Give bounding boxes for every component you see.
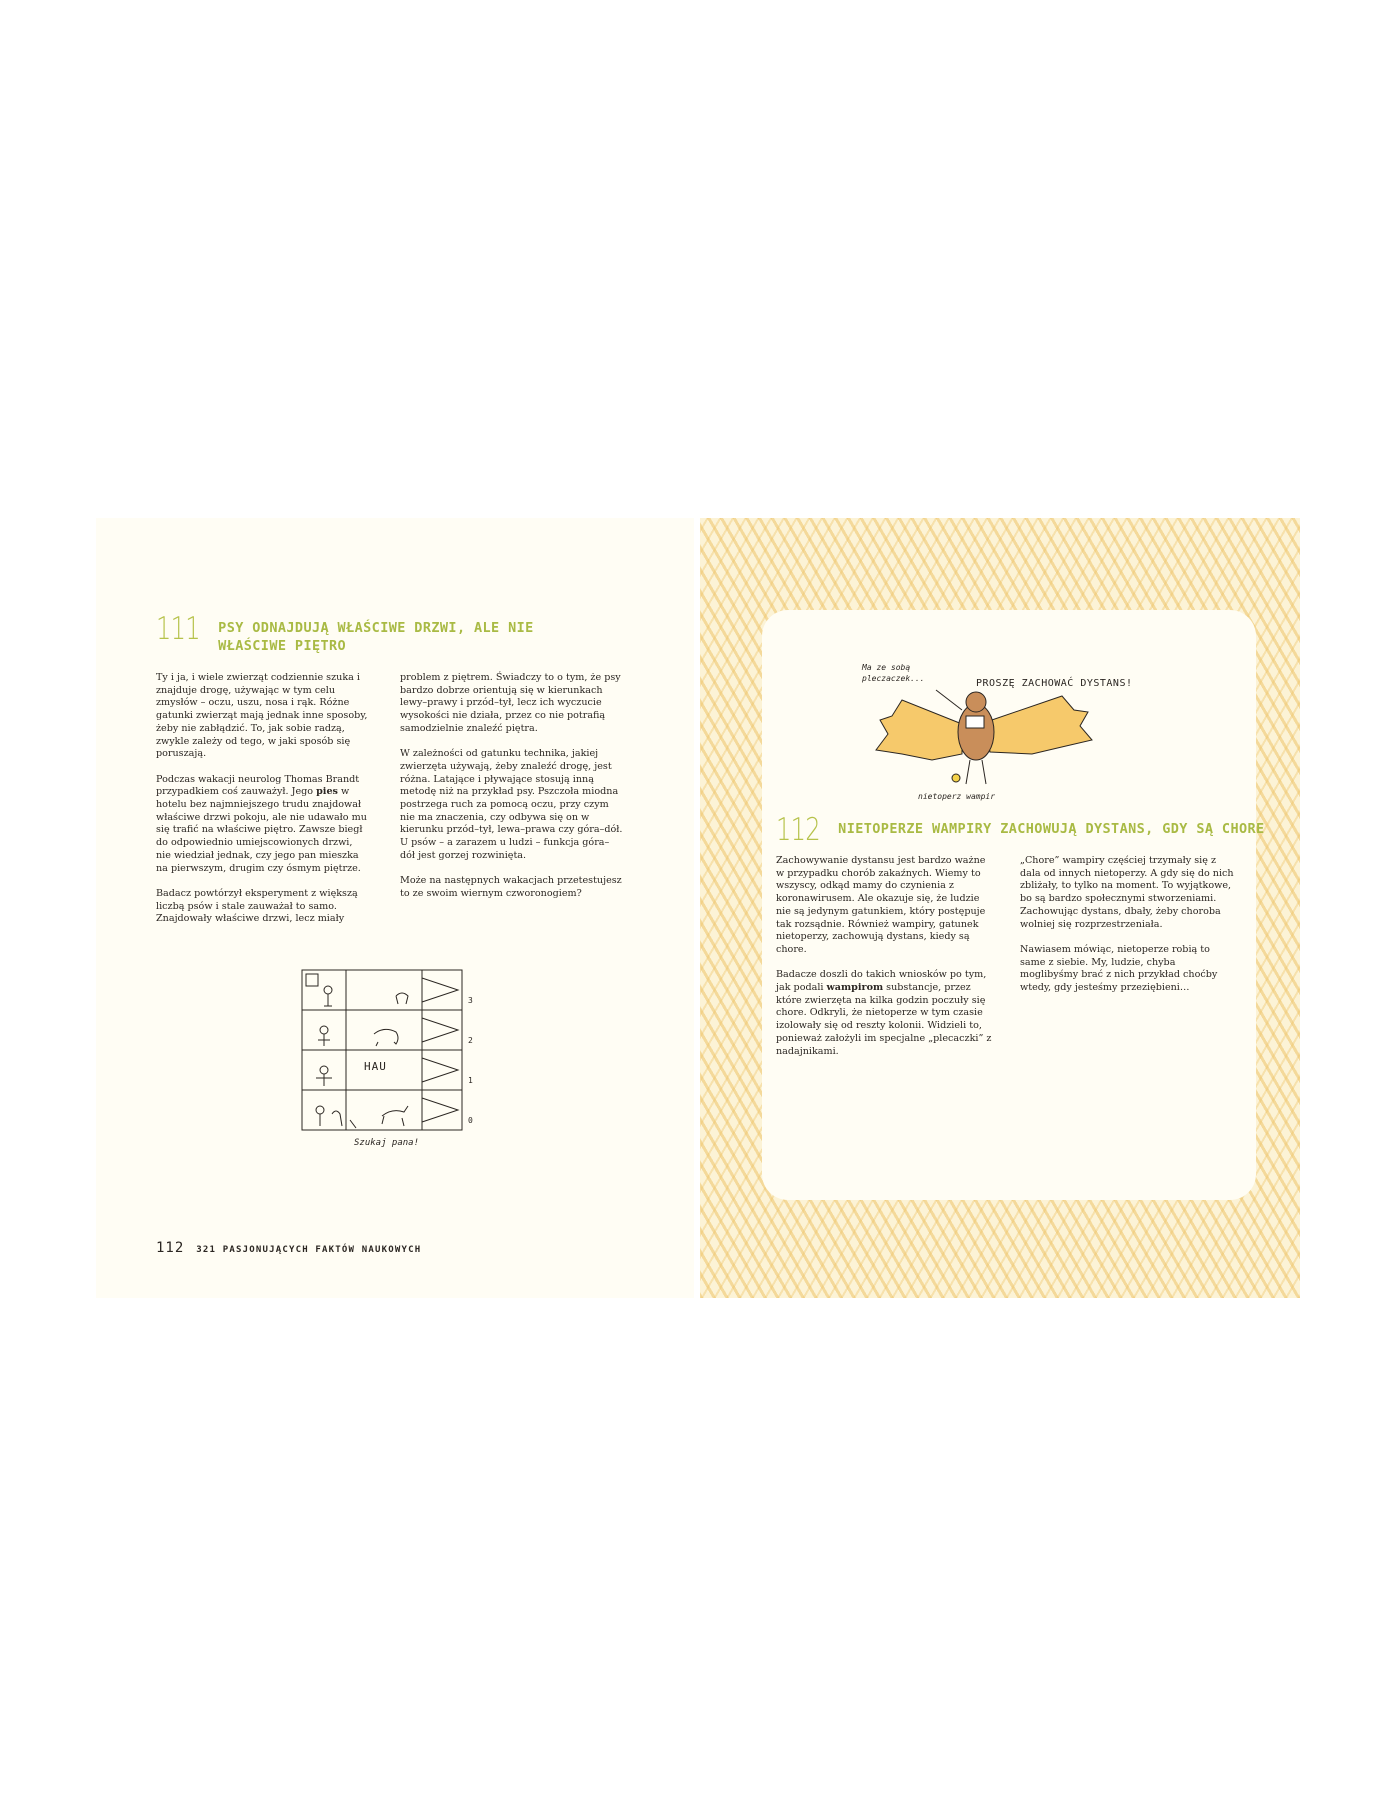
paragraph: Badacze doszli do takich wniosków po tym, jak podali wampirom substancje, przez które zwierzęta na kilka godzin poczuły się chore. Odkryli, że nietoperze w tym czasie izolowały się od reszty kolonii. Widzieli to, ponieważ założyli im specjalne „plecaczki” z nadajnikami.	[776, 969, 992, 1057]
text-column-1	[776, 855, 992, 1071]
page-footer	[156, 1240, 421, 1256]
floor-label-0: 0	[468, 1116, 473, 1125]
illustration-caption: Szukaj pana!	[354, 1138, 420, 1148]
paragraph: Podczas wakacji neurolog Thomas Brandt przypadkiem coś zauważył. Jego pies w hotelu bez najmniejszego trudu znajdował właściwe drzwi pokoju, ale nie udawało mu się trafić na właściwe piętro. Zawsze biegł do odpowiednio umiejscowionych drzwi, nie wiedział jednak, czy jego pan mieszka na pierwszym, drugim czy ósmym piętrze.	[156, 773, 367, 874]
distance-sign: PROSZĘ ZACHOWAĆ DYSTANS!	[976, 678, 1133, 689]
text-column-1	[156, 672, 368, 939]
book-title: 321 PASJONUJĄCYCH FAKTÓW NAUKOWYCH	[196, 1245, 422, 1255]
paragraph: Zachowywanie dystansu jest bardzo ważne w przypadku chorób zakaźnych. Wiemy to wszyscy, odkąd mamy do czynienia z koronawirusem. Ale okazuje się, że ludzie nie są jedynym gatunkiem, który postępuje tak rozsądnie. Również wampiry, gatunek nietoperzy, zachowują dystans, kiedy są chore.	[776, 855, 986, 955]
paragraph: Badacz powtórzył eksperyment z większą liczbą psów i stale zauważał to samo. Znajdowały właściwe drzwi, lecz miały	[156, 887, 358, 925]
speech-hau: HAU	[364, 1060, 387, 1073]
paragraph: problem z piętrem. Świadczy to o tym, że psy bardzo dobrze orientują się w kierunkach lewy–prawy i przód–tył, lecz ich wyczucie wysokości nie działa, przez co nie potrafią samodzielnie znaleźć piętra.	[400, 672, 621, 734]
bat-caption: nietoperz wampir	[918, 792, 996, 801]
floor-label-1: 1	[468, 1076, 473, 1085]
vampire-bat-illustration	[862, 650, 1162, 800]
floor-label-3: 3	[468, 996, 473, 1005]
page-number: 112	[156, 1240, 185, 1256]
fact-number: 111	[156, 611, 200, 647]
backpack-note: Ma ze sobą pleczaczek...	[862, 663, 925, 683]
fact-112-heading	[776, 812, 1265, 848]
paragraph: W zależności od gatunku technika, jakiej zwierzęta używają, żeby znaleźć drogę, jest różna. Latające i pływające stosują inną metodę niż na przykład psy. Pszczoła miodna postrzega ruch za pomocą oczu, przy czym nie ma znaczenia, czy odbywa się on w kierunku przód–tył, lewa–prawa czy góra–dół. U psów – a zarazem u ludzi – funkcja góra–dół jest gorzej rozwinięta.	[400, 748, 623, 861]
fact-111-heading	[156, 611, 596, 655]
paragraph: Ty i ja, i wiele zwierząt codziennie szuka i znajduje drogę, używając w tym celu zmysłów – oczu, uszu, nosa i rąk. Różne gatunki zwierząt mają jednak inne sposoby, żeby nie zabłądzić. To, jak sobie radzą, zwykle zależy od tego, w jaki sposób się poruszają.	[156, 672, 368, 760]
paragraph: „Chore” wampiry częściej trzymały się z dala od innych nietoperzy. A gdy się do nich zbliżały, to tylko na moment. To wyjątkowe, bo są bardzo społecznymi stworzeniami. Zachowując dystans, dbały, żeby choroba wolniej się rozprzestrzeniała.	[1020, 855, 1234, 930]
fact-title: NIETOPERZE WAMPIRY ZACHOWUJĄ DYSTANS, GDY SĄ CHORE	[838, 821, 1265, 837]
content-card	[762, 610, 1265, 1200]
fact-title: PSY ODNAJDUJĄ WŁAŚCIWE DRZWI, ALE NIE WŁAŚCIWE PIĘTRO	[218, 620, 534, 654]
paragraph: Nawiasem mówiąc, nietoperze robią to same z siebie. My, ludzie, chyba moglibyśmy brać z nich przykład choćby wtedy, gdy jesteśmy przeziębieni…	[1020, 943, 1218, 994]
text-column-2	[400, 672, 624, 913]
hotel-dog-illustration	[300, 968, 500, 1178]
fact-number: 112	[776, 812, 820, 848]
paragraph: Może na następnych wakacjach przetestujesz to ze swoim wiernym czworonogiem?	[400, 875, 622, 899]
left-page	[96, 518, 694, 1298]
text-column-2	[1020, 855, 1236, 1007]
right-page	[700, 518, 1300, 1298]
floor-label-2: 2	[468, 1036, 473, 1045]
